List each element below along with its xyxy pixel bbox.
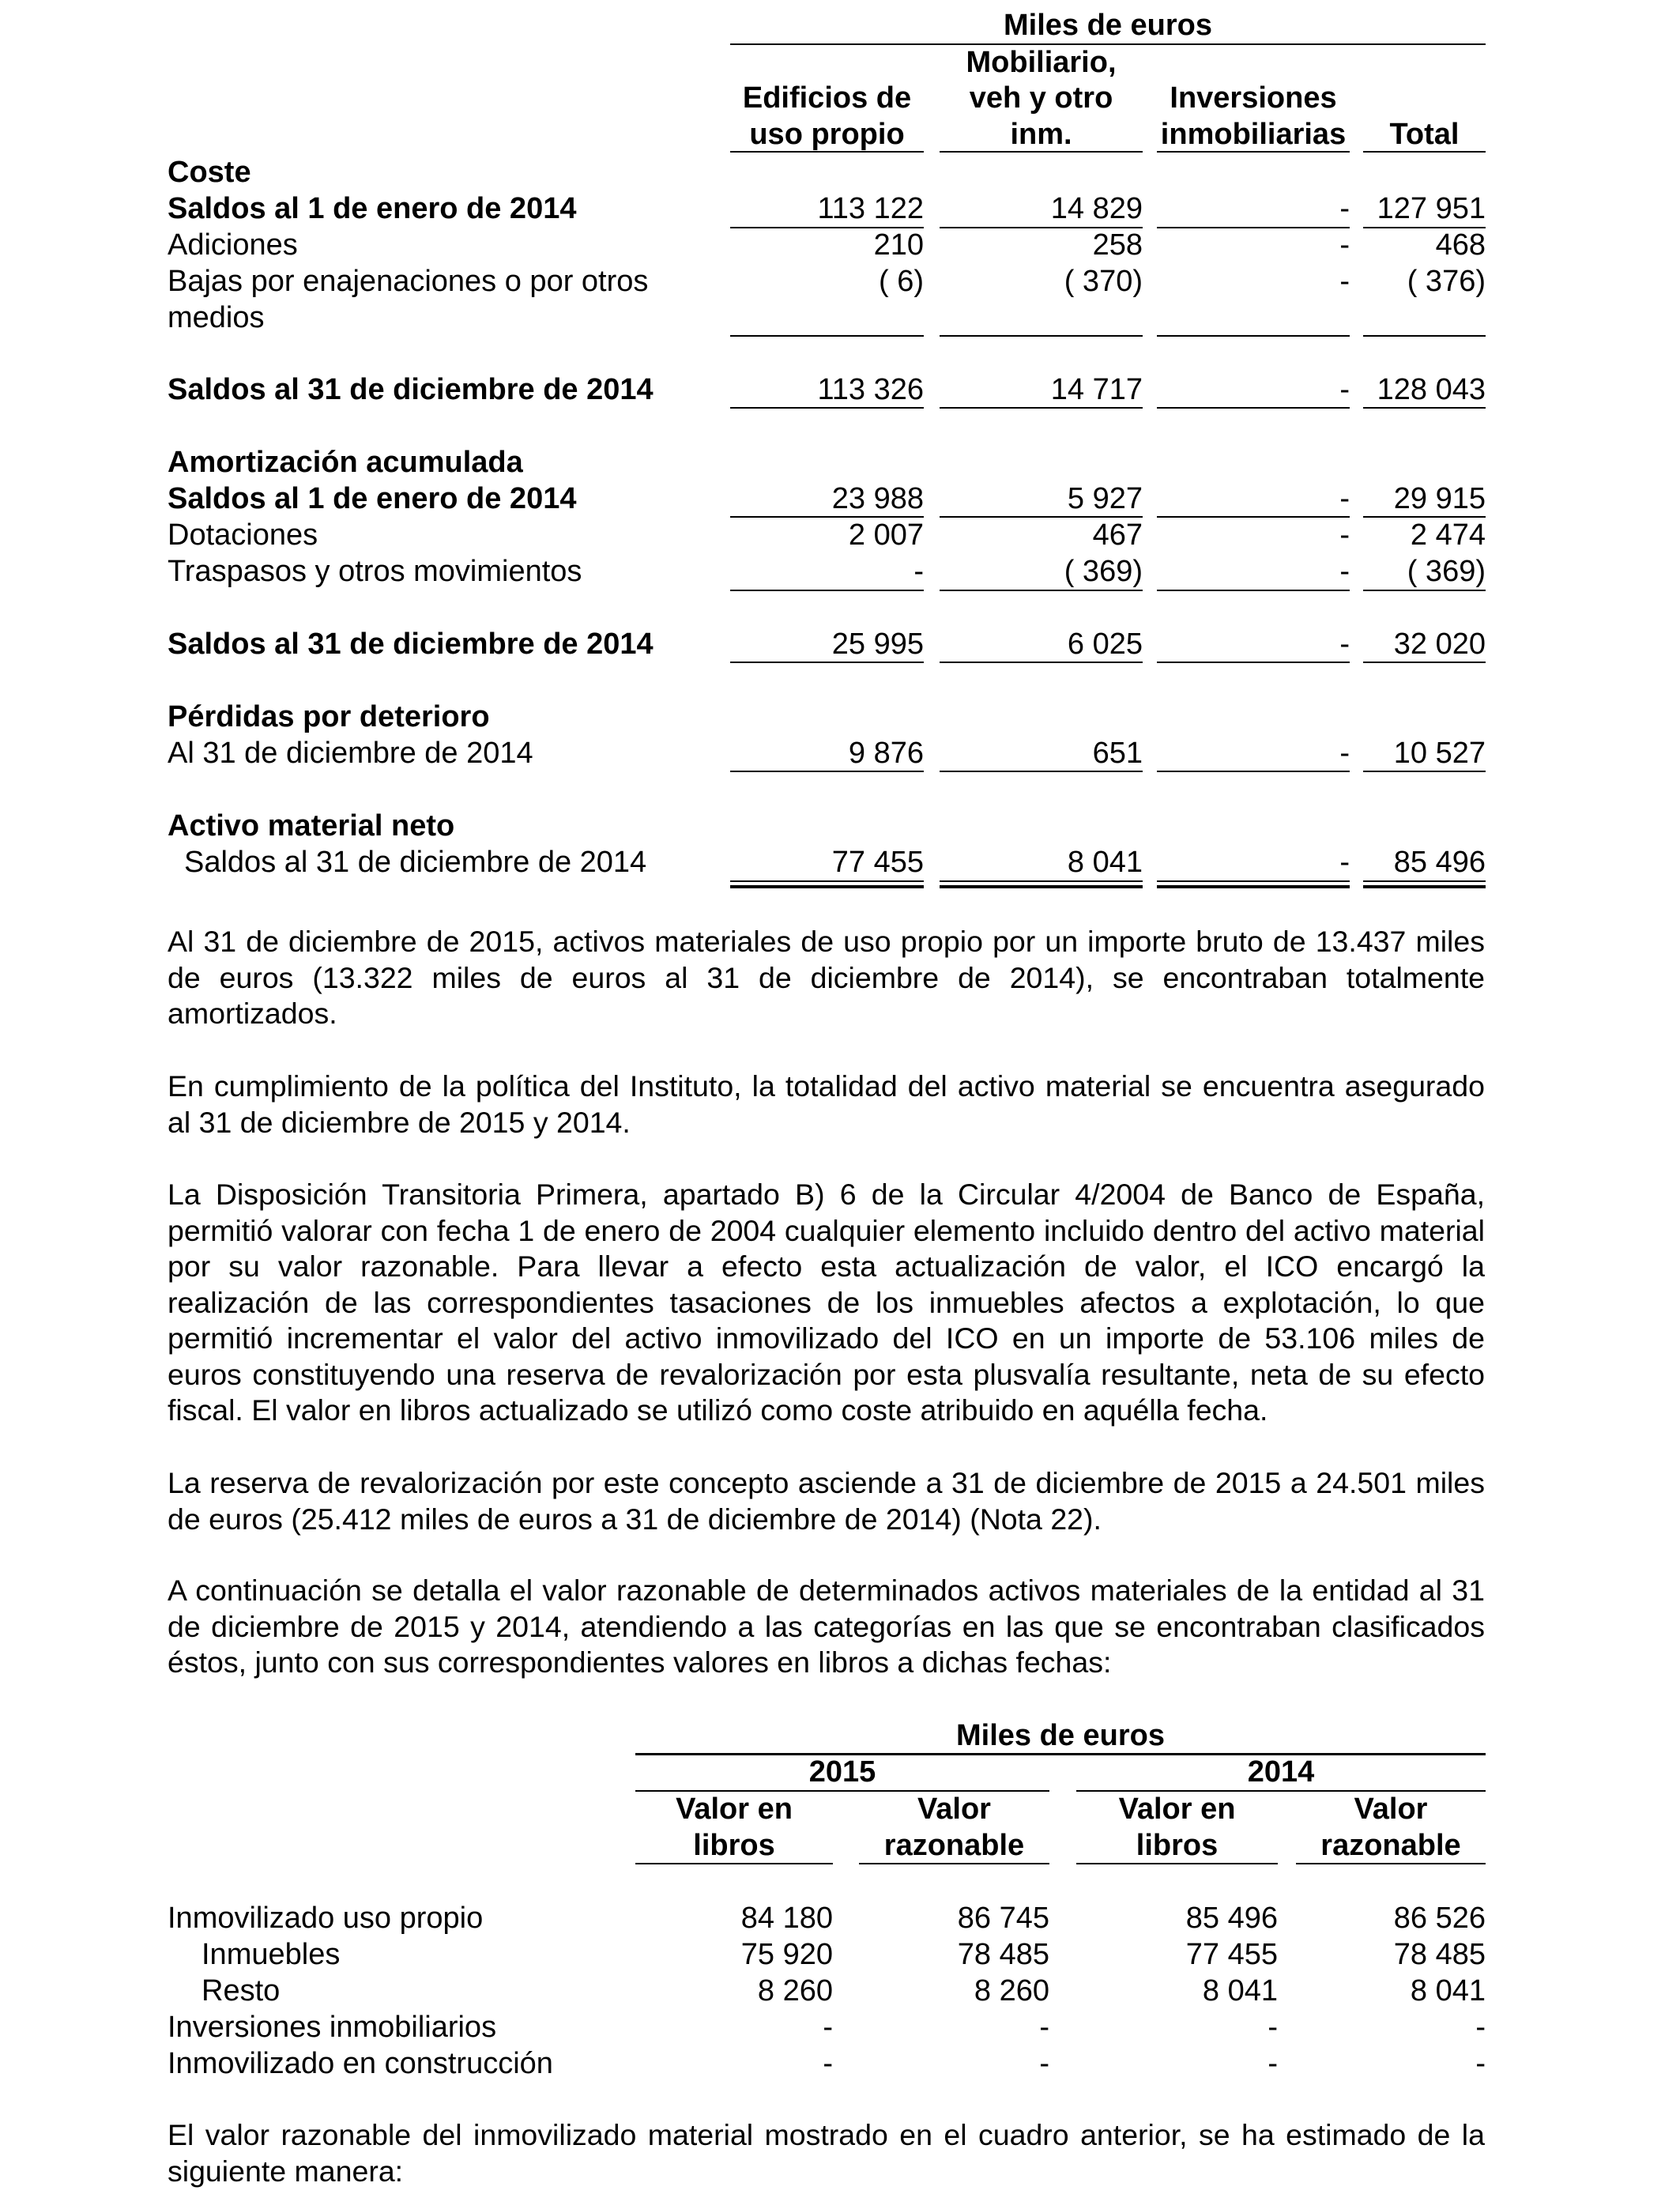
paragraph-closing: El valor razonable del inmovilizado material mostrado en el cuadro anterior, se ha estimado de la siguiente manera: bbox=[168, 2118, 1485, 2188]
paragraph-reserva: La reserva de revalorización por este concepto asciende a 31 de diciembre de 2015 a 24.501 miles de euros (25.412 miles de euros a 31 de diciembre de 2014) (Nota 22). bbox=[168, 1466, 1485, 1536]
paragraph-valor-razonable: A continuación se detalla el valor razonable de determinados activos materiales de la entidad al 31 de diciembre de 2015 y 2014, atendiendo a las categorías en las que se encontraban clasificados éstos, junto con sus correspondientes valores en libros a dichas fechas: bbox=[168, 1574, 1485, 1679]
year-header-2015: 2015 bbox=[808, 1755, 876, 1789]
year-header-2014: 2014 bbox=[1247, 1755, 1315, 1789]
section-heading-amortizacion: Amortización acumulada bbox=[168, 446, 523, 479]
paragraph-amortizados: Al 31 de diciembre de 2015, activos materiales de uso propio por un importe bruto de 13.437 miles de euros (13.322 miles de euros al 31 de diciembre de 2014), se encontraban totalmente amortizados. bbox=[168, 925, 1485, 1030]
col-header-mobiliario-l3: inm. bbox=[1010, 118, 1072, 151]
col-header-mobiliario-l2: veh y otro bbox=[969, 81, 1113, 115]
section-heading-neto: Activo material neto bbox=[168, 809, 455, 843]
table2-currency-header: Miles de euros bbox=[956, 1719, 1165, 1752]
table1-currency-header: Miles de euros bbox=[1004, 9, 1212, 42]
section-heading-deterioro: Pérdidas por deterioro bbox=[168, 700, 490, 733]
col-header-edificios-l2: uso propio bbox=[749, 118, 905, 151]
col-header-total: Total bbox=[1389, 118, 1460, 151]
section-heading-coste: Coste bbox=[168, 156, 251, 189]
col-header-inversiones-l1: Inversiones bbox=[1170, 81, 1337, 115]
paragraph-asegurado: En cumplimiento de la política del Instituto, la totalidad del activo material se encuentra asegurado al 31 de diciembre de 2015 y 2014. bbox=[168, 1069, 1485, 1139]
col-header-inversiones-l2: inmobiliarias bbox=[1160, 118, 1347, 151]
col-header-mobiliario-l1: Mobiliario, bbox=[966, 46, 1117, 79]
col-header-edificios-l1: Edificios de bbox=[742, 81, 912, 115]
paragraph-disposicion: La Disposición Transitoria Primera, apartado B) 6 de la Circular 4/2004 de Banco de España, permitió valorar con fecha 1 de enero de 2004 cualquier elemento incluido dentro del activo material por su valor razonable. Para llevar a efecto esta actualización de valor, el ICO encargó la realización de las correspondientes tasaciones de los inmuebles afectos a explotación, lo que permitió incrementar el valor del activo inmovilizado del ICO en un importe de 53.106 miles de euros constituyendo una reserva de revalorización por esta plusvalía resultante, neta de su efecto fiscal. El valor en libros actualizado se utilizó como coste atribuido en aquélla fecha. bbox=[168, 1178, 1485, 1427]
